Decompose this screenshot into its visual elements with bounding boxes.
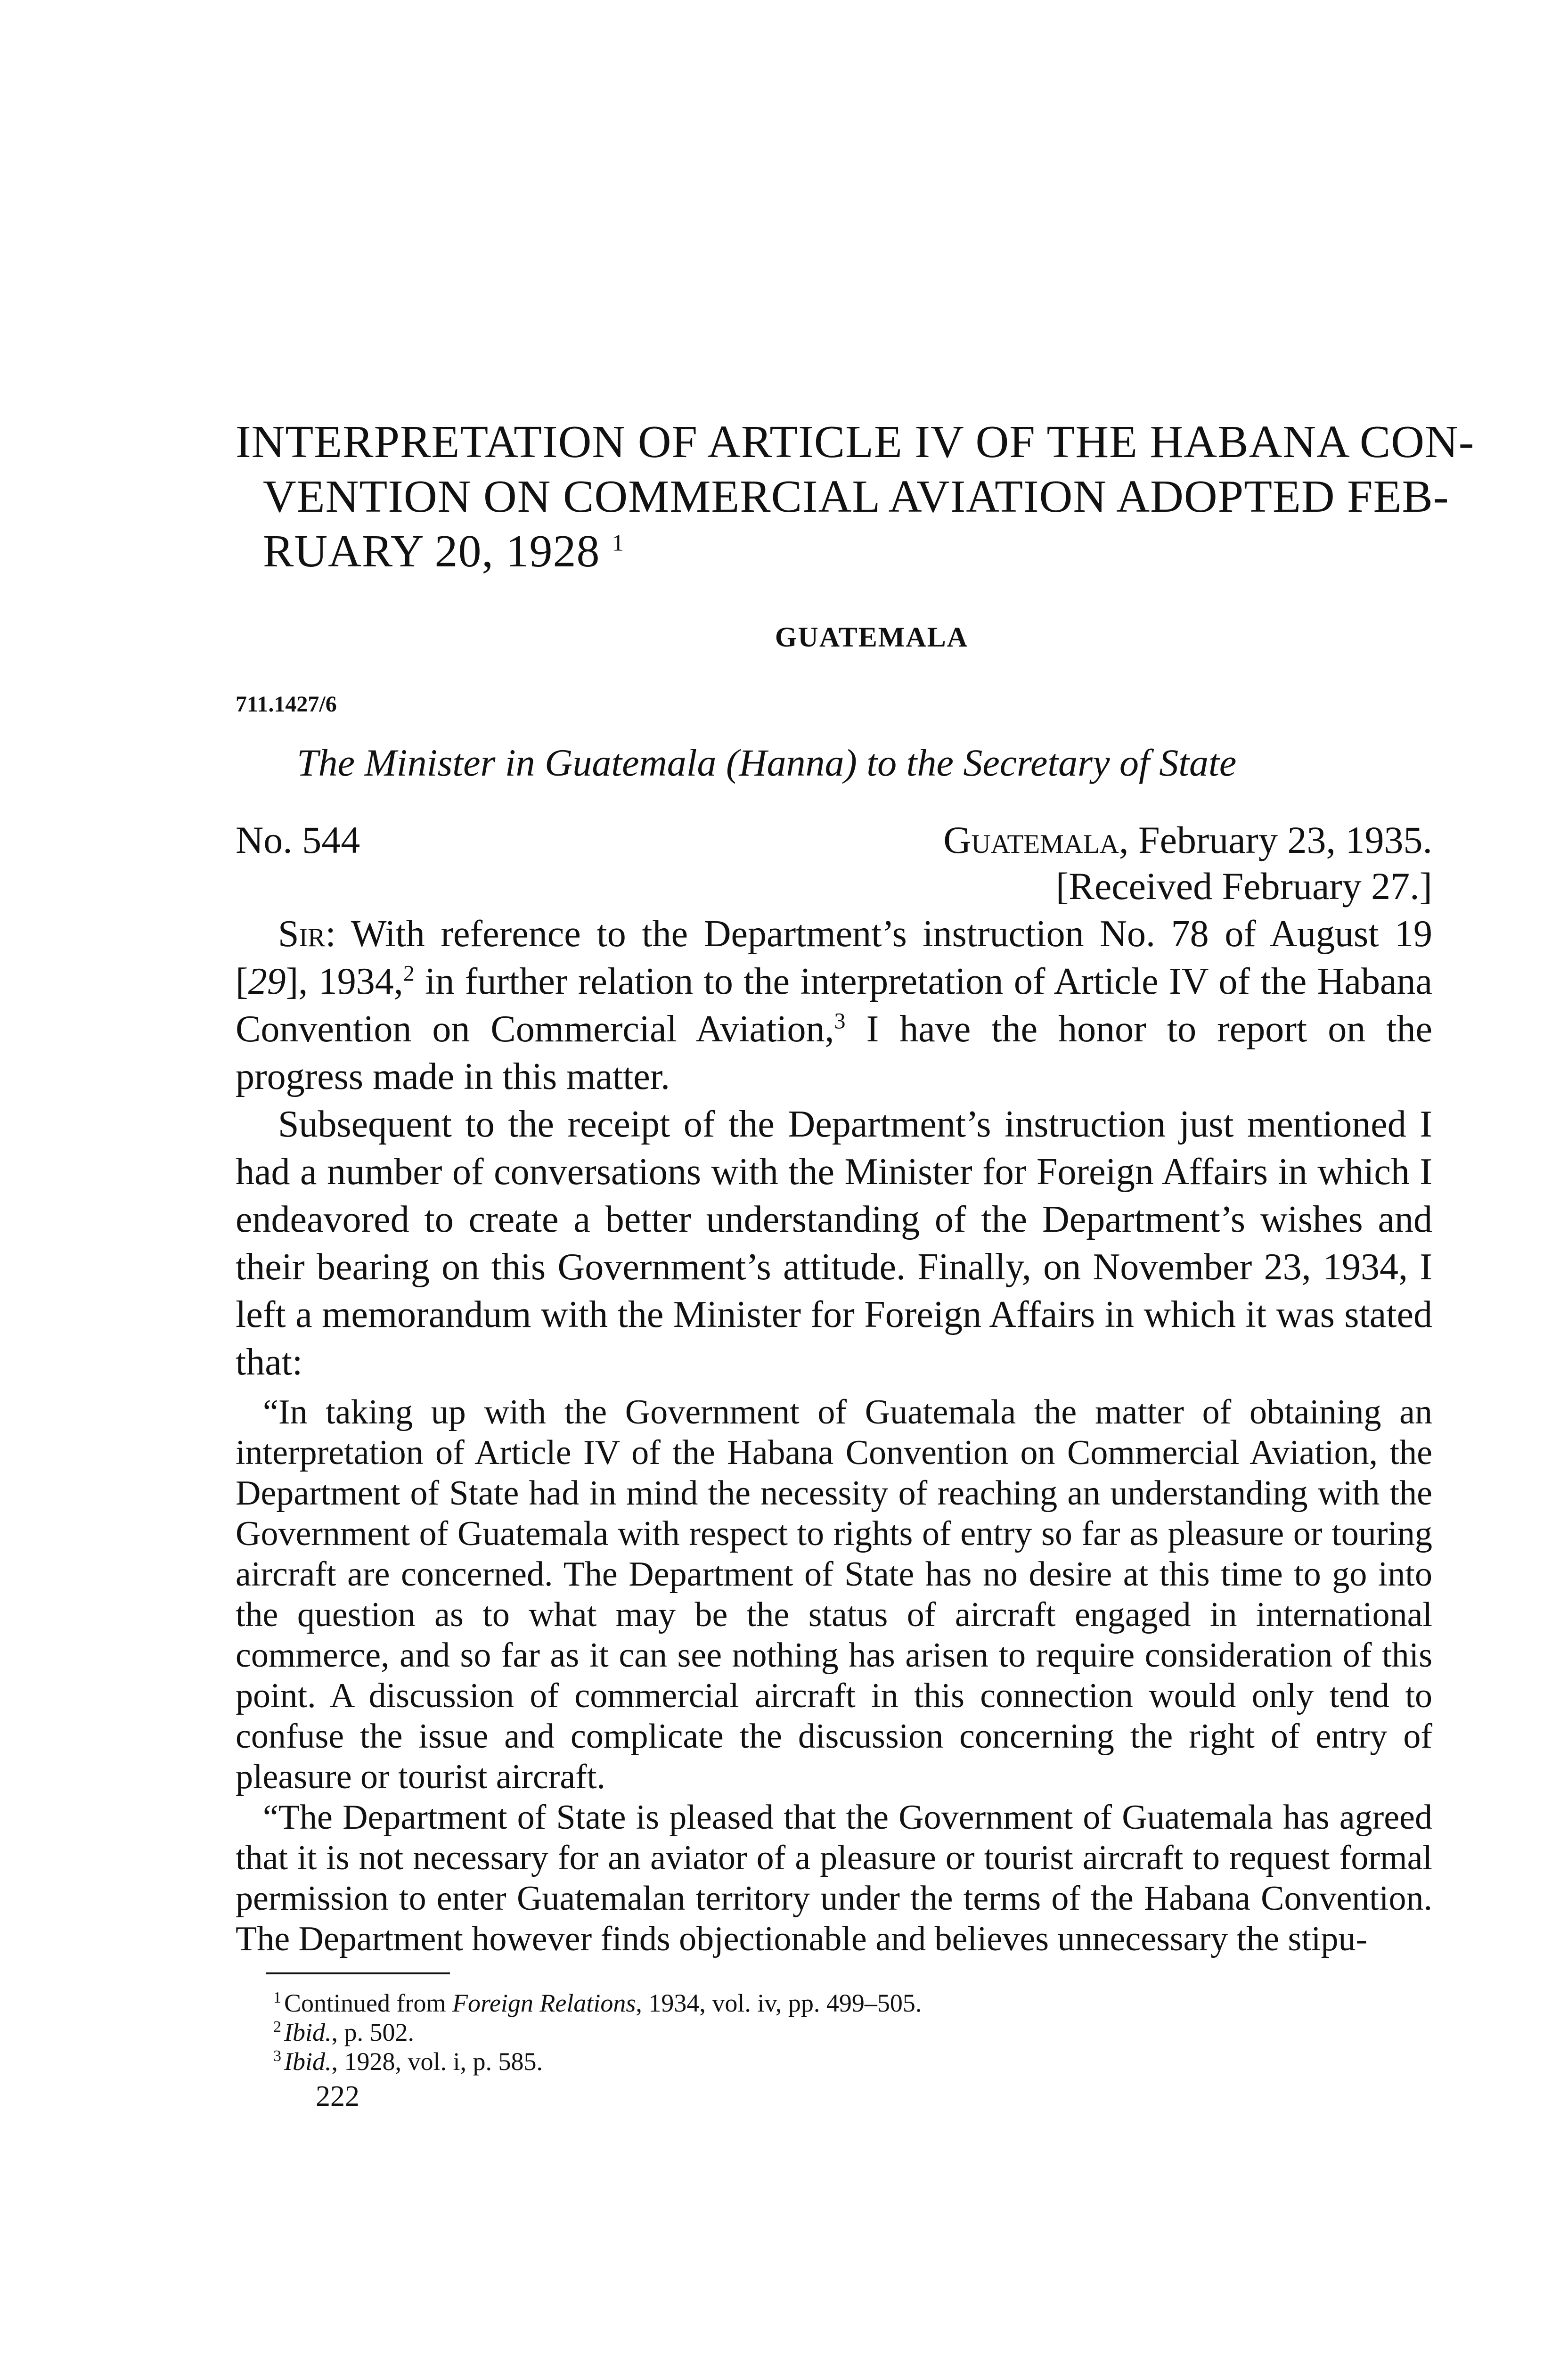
footnote-1-suffix: , 1934, vol. iv, pp. 499–505. <box>636 1989 922 2017</box>
dateline <box>236 818 1432 862</box>
footnote-2 <box>273 2018 1432 2047</box>
heading-suffix: ) to the Secretary of State <box>844 741 1237 784</box>
footnote-ref-2[interactable]: 2 <box>403 961 415 986</box>
quoted-paragraph-1: “In taking up with the Government of Guatemala the matter of obtaining an interpretation of Article IV of the Habana Convention on Commercial Aviation, the Department of State had in mind the necessity of reaching an understanding with the Government of Guatemala with respect to rights of entry so far as pleasure or touring aircraft are concerned. The Department of State has no desire at this time to go into the question as to what may be the status of aircraft engaged in international commerce, and so far as it can see nothing has arisen to require consideration of this point. A discussion of commercial aircraft in this connection would only tend to confuse the issue and complicate the discussion concerning the right of entry of pleasure or tourist aircraft. <box>236 1393 1432 1796</box>
paragraph-1-text-c: in further relation to the interpretation of Article IV of the Habana Convention on Commercial Aviation, <box>236 961 1433 1050</box>
footnote-divider <box>266 1972 450 1974</box>
footnote-1 <box>273 1988 1432 2018</box>
footnote-2-mark: 2 <box>273 2018 281 2036</box>
file-number: 711.1427/6 <box>236 692 337 717</box>
salutation: Sir <box>278 913 326 955</box>
footnote-3-mark: 3 <box>273 2047 281 2065</box>
footnote-2-suffix: , p. 502. <box>331 2018 414 2046</box>
paragraph-1-text-d: I have the honor to report on the progress made in this matter. <box>236 1008 1432 1097</box>
date-correction: 29 <box>248 961 286 1002</box>
document-heading <box>236 741 1432 785</box>
title-line-1: INTERPRETATION OF ARTICLE IV OF THE HABANA CON- <box>236 417 1475 467</box>
dispatch-place-date <box>943 818 1432 862</box>
heading-prefix: The Minister in Guatemala ( <box>297 741 739 784</box>
page-number: 222 <box>316 2080 359 2112</box>
country-heading: GUATEMALA <box>775 622 969 653</box>
footnote-1-source: Foreign Relations <box>452 1989 636 2017</box>
dispatch-place: Guatemala <box>943 818 1119 861</box>
title-line-3-text: RUARY 20, 1928 <box>263 526 600 577</box>
paragraph-1 <box>236 910 1432 1101</box>
footnote-2-source: Ibid. <box>284 2018 332 2046</box>
dispatch-number: No. 544 <box>236 818 360 861</box>
received-date: [Received February 27.] <box>1055 865 1432 908</box>
title-line-3 <box>236 524 1432 579</box>
document-page <box>236 415 1475 2113</box>
footnote-ref-3[interactable]: 3 <box>834 1008 846 1034</box>
footnote-3 <box>273 2047 1432 2076</box>
dispatch-date: , February 23, 1935. <box>1119 818 1432 861</box>
footnote-1-prefix: Continued from <box>284 1989 452 2017</box>
paragraph-2: Subsequent to the receipt of the Department’s instruction just mentioned I had a number of conversations with the Minister for Foreign Affairs in which I endeavored to create a better understanding of the Department’s wishes and their bearing on this Government’s attitude. Finally, on November 23, 1934, I left a memorandum with the Minister for Foreign Affairs in which it was stated that: <box>236 1104 1432 1383</box>
document-title <box>236 415 1475 579</box>
footnote-1-mark: 1 <box>273 1989 281 2006</box>
heading-name: Hanna <box>739 741 844 784</box>
title-line-2: VENTION ON COMMERCIAL AVIATION ADOPTED FEB- <box>263 471 1449 522</box>
paragraph-1-text-a: : With reference to the Department’s instruction No. 78 of August 19 [ <box>236 913 1432 1002</box>
footnote-3-source: Ibid. <box>284 2047 332 2076</box>
footnote-3-suffix: , 1928, vol. i, p. 585. <box>331 2047 543 2076</box>
quoted-paragraph-2: “The Department of State is pleased that the Government of Guatemala has agreed that it is not necessary for an aviator of a pleasure or tourist aircraft to request formal permission to enter Guatemalan territory under the terms of the Habana Convention. The Department however finds objectionable and believes unnecessary the stipu- <box>236 1798 1432 1958</box>
footnotes <box>236 1988 1432 2076</box>
title-footnote-ref[interactable]: 1 <box>612 529 625 556</box>
paragraph-1-text-b: ], 1934, <box>286 961 403 1002</box>
